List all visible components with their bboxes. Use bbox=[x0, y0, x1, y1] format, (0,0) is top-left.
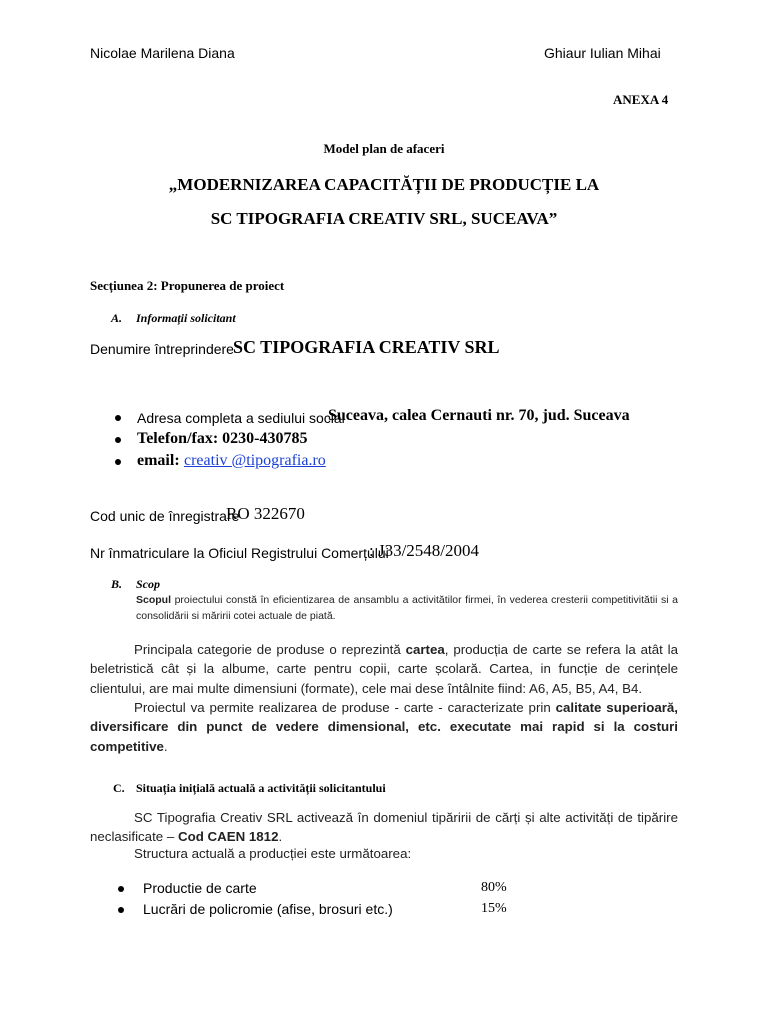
author-right: Ghiaur Iulian Mihai bbox=[544, 45, 661, 61]
email-link[interactable]: creativ @tipografia.ro bbox=[184, 452, 326, 469]
bullet-icon bbox=[115, 437, 121, 443]
activity-text-end: . bbox=[278, 829, 283, 844]
registration-label: Nr înmatriculare la Oficiul Registrului Comerțului bbox=[90, 545, 389, 561]
project-bold: calitate superioară, diversificare din punct de vedere dimensional, etc. executate mai rapid si la costuri competitive bbox=[90, 700, 678, 754]
bullet-icon bbox=[115, 415, 121, 421]
project-text-end: . bbox=[163, 738, 168, 754]
cui-value: RO 322670 bbox=[226, 504, 305, 523]
production-item-label: Lucrări de policromie (afise, brosuri etc.) bbox=[143, 901, 393, 917]
products-text-rest: , producția de carte se refera la atât la beletristică cât și la albume, carte pentru copii, carte școlară. Cartea, in funcție de cerințele clientului, are mai multe dimensiuni (formate), cele mai dese întâlnite fiind: A6, A5, B5, A4, B4. bbox=[90, 642, 678, 696]
scope-text: proiectului constă în eficientizarea de ansamblu a activitătilor firmei, în vederea cresterii competitivitătii si a consolidării si măririi cotei actuale de piată. bbox=[136, 594, 678, 622]
activity-paragraph bbox=[90, 808, 678, 846]
section-b-marker: B. bbox=[111, 577, 123, 591]
production-item-value: 15% bbox=[481, 901, 507, 916]
company-label: Denumire întreprindere bbox=[90, 341, 234, 357]
email-label: email: bbox=[137, 452, 180, 469]
registration-value: : J33/2548/2004 bbox=[369, 541, 480, 560]
bullet-icon bbox=[118, 886, 124, 892]
scope-paragraph bbox=[136, 592, 678, 624]
bullet-icon bbox=[118, 907, 124, 913]
section-2-heading: Secțiunea 2: Propunerea de proiect bbox=[90, 278, 285, 293]
project-paragraph bbox=[90, 698, 678, 756]
address-label: Adresa completa a sediului social bbox=[137, 410, 345, 426]
title-line-1: „MODERNIZAREA CAPACITĂȚII DE PRODUCȚIE LA bbox=[168, 175, 600, 194]
section-c-title: Situația inițială actuală a activității solicitantului bbox=[136, 781, 386, 795]
title-line-2: SC TIPOGRAFIA CREATIV SRL, SUCEAVA” bbox=[210, 209, 558, 228]
annex-label: ANEXA 4 bbox=[613, 92, 669, 107]
activity-text-start: SC Tipografia Creativ SRL activează în domeniul tipăririi de cărți și alte activități de tipărire neclasificate – bbox=[90, 810, 678, 844]
cui-label: Cod unic de înregistrare bbox=[90, 508, 240, 524]
project-text-start: Proiectul va permite realizarea de produse - carte - caracterizate prin bbox=[134, 700, 556, 715]
section-a-marker: A. bbox=[111, 311, 123, 325]
scope-bold: Scopul bbox=[136, 594, 172, 606]
products-text-start: Principala categorie de produse o reprezintă bbox=[134, 642, 406, 657]
document-subtitle: Model plan de afaceri bbox=[323, 141, 445, 156]
products-paragraph bbox=[90, 640, 678, 698]
phone-fax: Telefon/fax: 0230-430785 bbox=[137, 430, 308, 447]
section-c-marker: C. bbox=[113, 781, 125, 795]
company-value: SC TIPOGRAFIA CREATIV SRL bbox=[233, 337, 500, 357]
author-left: Nicolae Marilena Diana bbox=[90, 45, 235, 61]
structure-intro: Structura actuală a producției este următoarea: bbox=[134, 846, 412, 861]
section-b-title: Scop bbox=[136, 577, 160, 591]
products-bold: cartea bbox=[405, 642, 445, 657]
caen-code: Cod CAEN 1812 bbox=[177, 829, 279, 844]
production-item-label: Productie de carte bbox=[143, 880, 257, 896]
section-a-title: Informații solicitant bbox=[136, 311, 236, 325]
bullet-icon bbox=[115, 459, 121, 465]
production-item-value: 80% bbox=[481, 880, 507, 895]
address-value: Suceava, calea Cernauti nr. 70, jud. Suceava bbox=[328, 407, 630, 424]
